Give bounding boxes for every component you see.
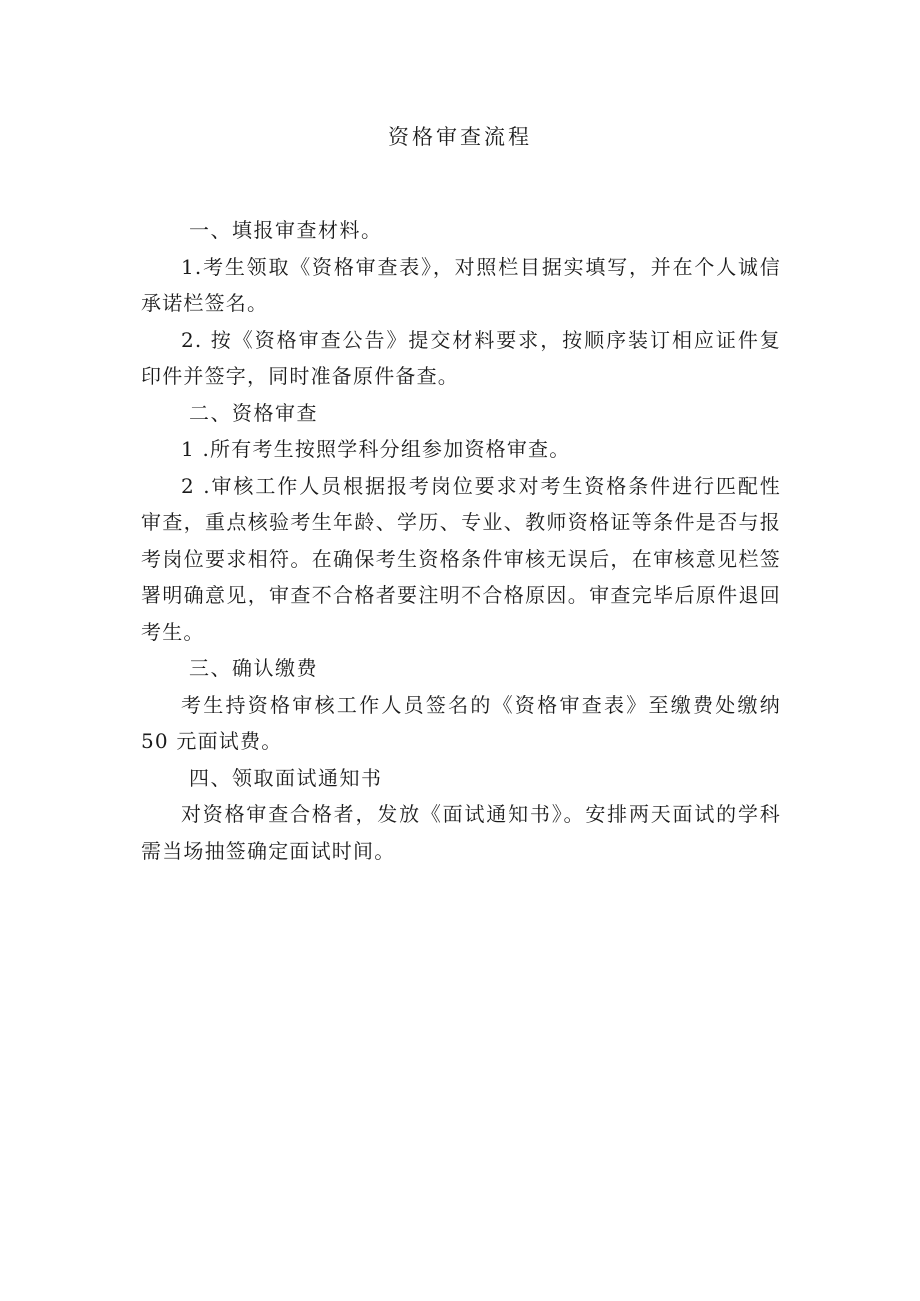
section-heading-1: 一、填报审查材料。 xyxy=(189,218,383,242)
section-2-paragraph-2: 2 .审核工作人员根据报考岗位要求对考生资格条件进行匹配性审查，重点核验考生年龄、学历、专业、教师资格证等条件是否与报考岗位要求相符。在确保考生资格条件审核无误后，在审核意见栏签署明确意见，审查不合格者要注明不合格原因。审查完毕后原件退回考生。 xyxy=(141,473,781,644)
section-1-paragraph-1: 1.考生领取《资格审查表》，对照栏目据实填写，并在个人诚信承诺栏签名。 xyxy=(141,254,781,315)
section-heading-4: 四、领取面试通知书 xyxy=(189,765,383,790)
section-2-paragraph-1: 1 .所有考生按照学科分组参加资格审查。 xyxy=(181,437,571,461)
section-heading-2: 二、资格审查 xyxy=(189,400,318,425)
document-body xyxy=(141,212,781,869)
section-1-paragraph-2: 2. 按《资格审查公告》提交材料要求，按顺序装订相应证件复印件并签字，同时准备原件备查。 xyxy=(141,327,781,388)
document-title: 资格审查流程 xyxy=(388,125,532,149)
section-4-paragraph-1: 对资格审查合格者，发放《面试通知书》。安排两天面试的学科需当场抽签确定面试时间。 xyxy=(141,802,781,863)
section-heading-3: 三、确认缴费 xyxy=(189,656,318,680)
section-3-paragraph-1: 考生持资格审核工作人员签名的《资格审查表》至缴费处缴纳 50 元面试费。 xyxy=(141,692,781,753)
